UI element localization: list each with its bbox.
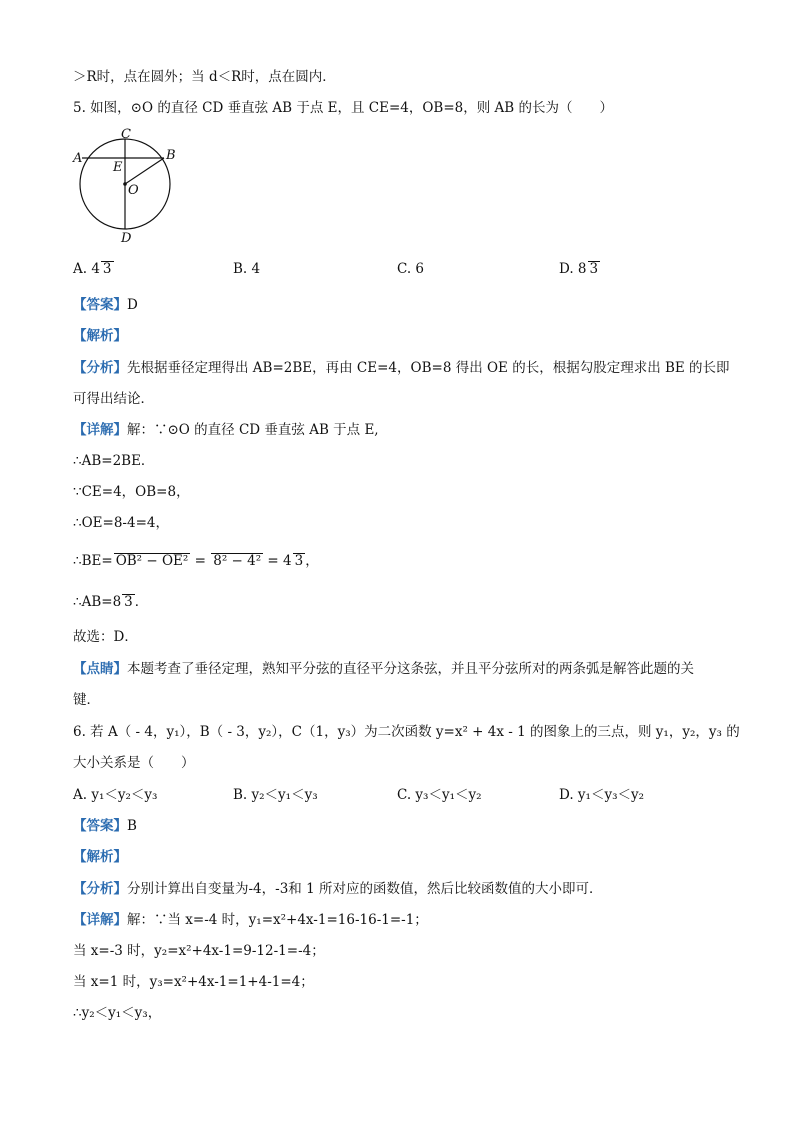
q5-figure (70, 124, 210, 248)
label-o: O (128, 183, 139, 198)
equals: = (190, 553, 211, 569)
xiangjie-text: 解：∵⊙O 的直径 CD 垂直弦 AB 于点 E, (127, 422, 379, 438)
dianjing-text: 本题考查了垂径定理，熟知平分弦的直径平分这条弦，并且平分弦所对的两条弧是解答此题的关 (127, 661, 694, 677)
q5-step-3: ∴OE=8-4=4， (73, 515, 169, 531)
q5-fenxi-line-1 (73, 358, 730, 378)
label-e: E (113, 160, 123, 175)
analysis-tag: 【解析】 (73, 328, 127, 344)
step-5-prefix: ∴AB=8 (73, 594, 122, 610)
q6-stem-line-1: 6. 若 A（ - 4，y₁），B（ - 3，y₂），C（1，y₃）为二次函数 y=x² + 4x - 1 的图象上的三点，则 y₁，y₂，y₃ 的 (73, 724, 740, 740)
fenxi-text: 分别计算出自变量为-4，-3和 1 所对应的函数值，然后比较函数值的大小即可． (127, 881, 603, 897)
q5-choose: 故选：D． (73, 629, 138, 645)
q6-step-2: 当 x=1 时，y₃=x²+4x-1=1+4-1=4； (73, 974, 314, 990)
q5-fenxi-line-2: 可得出结论． (73, 391, 154, 407)
q5-step-5 (73, 592, 148, 612)
q5-option-d-label: D. 8 (559, 261, 587, 277)
label-d: D (121, 231, 132, 246)
q5-option-c-label: C. 6 (397, 261, 425, 277)
dianjing-tag: 【点睛】 (73, 661, 127, 677)
xiangjie-tag: 【详解】 (73, 422, 127, 438)
q5-option-b-label: B. 4 (233, 261, 261, 277)
fenxi-tag: 【分析】 (73, 360, 127, 376)
answer-tag: 【答案】 (73, 818, 127, 834)
xiangjie-tag: 【详解】 (73, 912, 127, 928)
sqrt-radicand: 3 (124, 594, 133, 610)
q5-option-c[interactable] (397, 259, 424, 279)
label-b: B (166, 148, 176, 163)
sqrt-radicand: 8² − 4² (213, 553, 262, 569)
q5-answer (73, 295, 138, 315)
q6-option-d[interactable]: D. y₁＜y₃＜y₂ (559, 787, 645, 803)
q5-xiangjie (73, 420, 379, 440)
q6-xiangjie (73, 910, 428, 930)
q5-option-a-label: A. 4 (73, 261, 100, 277)
fenxi-tag: 【分析】 (73, 881, 127, 897)
q5-step-2: ∵CE=4，OB=8， (73, 484, 190, 500)
step-4-prefix: ∴BE= (73, 553, 113, 569)
q5-option-a[interactable] (73, 259, 114, 279)
center-point (123, 182, 127, 186)
q6-fenxi (73, 879, 602, 899)
q6-stem-line-2: 大小关系是（ ） (73, 755, 195, 771)
top-line: ＞R时，点在圆外；当 d＜R时，点在圆内． (73, 69, 336, 85)
q6-option-a[interactable]: A. y₁＜y₂＜y₃ (73, 787, 158, 803)
circle-diagram (70, 124, 210, 248)
q5-option-b[interactable] (233, 259, 260, 279)
equals: = 4 (263, 553, 292, 569)
q5-option-d[interactable] (559, 259, 600, 279)
punct: ． (134, 594, 149, 610)
punct: ， (305, 553, 319, 569)
q5-dianjing-line-2: 键． (73, 692, 100, 708)
sqrt-radicand: 3 (102, 261, 112, 277)
sqrt-radicand: OB² − OE² (115, 553, 189, 569)
answer-value: D (127, 297, 138, 313)
q5-dianjing-line-1 (73, 659, 694, 679)
sqrt-radicand: 3 (589, 261, 599, 277)
xiangjie-text: 解：∵当 x=-4 时，y₁=x²+4x-1=16-16-1=-1； (127, 912, 428, 928)
q6-option-b[interactable]: B. y₂＜y₁＜y₃ (233, 787, 318, 803)
label-c: C (121, 127, 131, 142)
label-a: A (73, 151, 83, 166)
fenxi-text: 先根据垂径定理得出 AB=2BE，再由 CE=4，OB=8 得出 OE 的长，根据勾股定理求出 BE 的长即 (127, 360, 730, 376)
segment-ob (125, 158, 164, 184)
q6-answer (73, 816, 137, 836)
q6-option-c[interactable]: C. y₃＜y₁＜y₂ (397, 787, 482, 803)
q5-stem: 5. 如图，⊙O 的直径 CD 垂直弦 AB 于点 E，且 CE=4，OB=8，则 AB 的长为（ ） (73, 100, 613, 116)
answer-tag: 【答案】 (73, 297, 127, 313)
analysis-tag: 【解析】 (73, 849, 127, 865)
q6-step-1: 当 x=-3 时，y₂=x²+4x-1=9-12-1=-4； (73, 943, 325, 959)
q5-step-4 (73, 551, 319, 571)
sqrt-radicand: 3 (294, 553, 304, 569)
q6-analysis-heading (73, 847, 127, 867)
answer-value: B (127, 818, 137, 834)
q5-step-1: ∴AB=2BE． (73, 453, 155, 469)
q5-analysis-heading (73, 326, 127, 346)
q6-step-3: ∴y₂＜y₁＜y₃， (73, 1005, 162, 1021)
